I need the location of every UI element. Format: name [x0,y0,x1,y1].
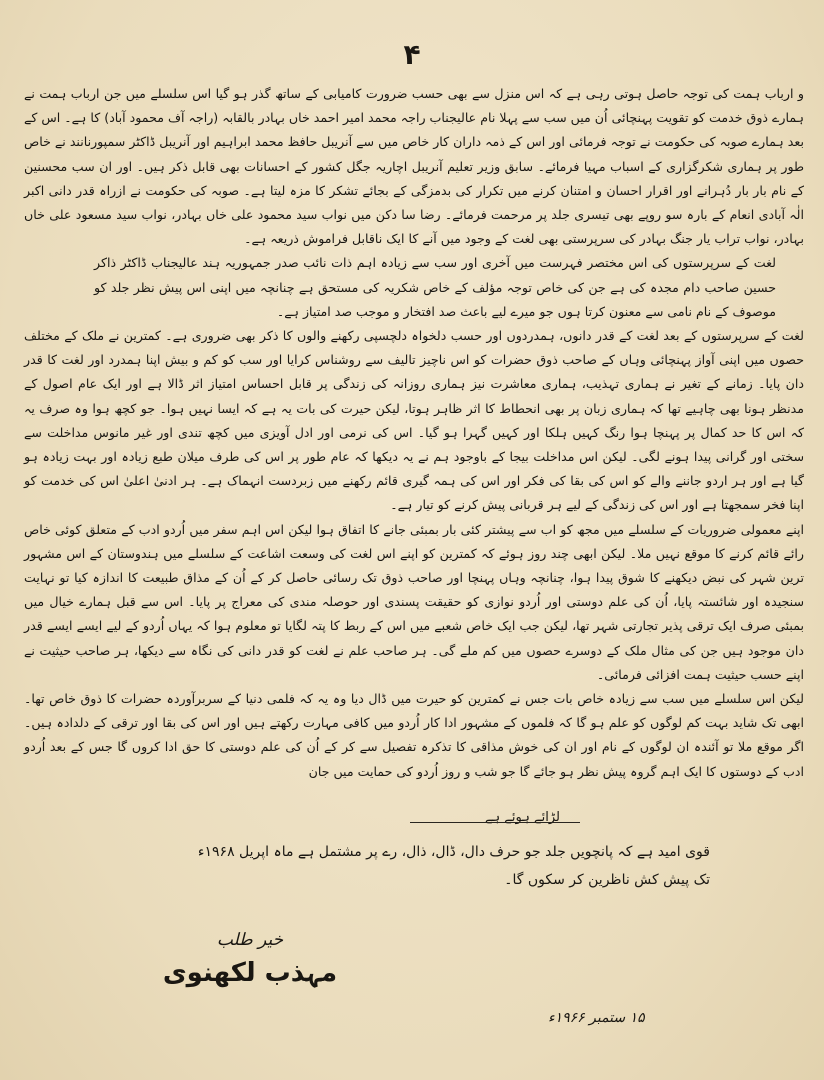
final-paragraph [150,838,710,894]
closing-rule [410,822,580,823]
date-text: ۱۵ ستمبر ۱۹۶۶ء [548,1010,645,1026]
page-number: ۴ [403,38,421,71]
paragraph-bombay: اپنے معمولی ضروریات کے سلسلے میں مجھ کو اب سے پیشتر کئی بار بمبئی جانے کا اتفاق ہوا لیکن اس اہم سفر میں اُردو ادب کے متعلق کوئی خاص رائے قائم کرنے کا موقع نہیں ملا۔ لیکن ابھی چند روز ہوئے کہ کمترین کو اپنے اس لغت کی وسعت اشاعت کے سلسلے میں ہندوستان کے اس مشہور ترین شہر کی نبض دیکھنے کا شوق پیدا ہوا، چنانچہ وہاں پہنچا اور صاحب ذوق تک رسائی حاصل کر کے اُن کے مذاق طبیعت کا اندازہ کیا تو نہایت سنجیدہ اور شائستہ پایا، اُن کی علم دوستی اور اُردو نوازی کو حقیقت پسندی اور حوصلہ مندی کی معراج پر پایا۔ اس سے قبل ہمارے خیال میں بمبئی صرف ایک ترقی پذیر تجارتی شہر تھا، لیکن جب ایک خاص شعبے میں اس کے ربط کا پتہ لگایا تو معلوم ہوا کہ یہاں اُردو کے لیے ایسے ایسے قدر دان موجود ہیں جن کی مثال ملک کے دوسرے حصوں میں کم ملے گی۔ ہر صاحب علم نے لغت کو قدر دانی کی نگاہ سے دیکھا، ہر صاحب حیثیت نے اپنے حسب حیثیت ہمت افزائی فرمائی۔ [24,521,804,682]
paragraph-dedication: لغت کے سرپرستوں کی اس مختصر فہرست میں آخری اور سب سے زیادہ اہم ذات نائب صدر جمہوریہ ہند عالیجناب ڈاکٹر ذاکر حسین صاحب دام مجدہ کی ہے جن کی خاص توجہ مؤلف کے خاص شکریہ کی مستحق ہے چنانچہ میں اپنی اس پیش نظر جلد کو موصوف کے نام نامی سے معنون کرتا ہوں جو میرے لیے باعث صد افتخار و موجب صد امتیاز ہے۔ [94,255,776,319]
body-text [24,82,804,784]
closing-phrase: لڑائے ہوئے ہے [484,810,560,825]
final-line: قوی امید ہے کہ پانچویں جلد جو حرف دال، ڈال، ذال، رے پر مشتمل ہے ماہ اپریل ۱۹۶۸ء [197,844,710,860]
paragraph-film-world: لیکن اس سلسلے میں سب سے زیادہ خاص بات جس نے کمترین کو حیرت میں ڈال دیا وہ یہ کہ فلمی دنیا کے سربرآوردہ حضرات کا ذوق خاص تھا۔ ابھی تک شاید بہت کم لوگوں کو علم ہو گا کہ فلموں کے مشہور ادا کار اُردو میں کافی مہارت رکھتے ہیں اور اس کی بقا اور ترقی کے دلدادہ ہیں۔ اگر موقع ملا تو آئندہ ان لوگوں کے نام اور ان کی خوش مذاقی کا تذکرہ تفصیل سے کر کے اُن کی علم دوستی کا حق ادا کروں گا جس کے بعد اُردو ادب کے دوستوں کا ایک اہم گروہ پیش نظر ہو جائے گا جو شب و روز اُردو کی حمایت میں جان [24,691,804,779]
author-signature: مہذب لکھنوی [162,958,338,988]
final-line: تک پیش کش ناظرین کر سکوں گا۔ [504,872,710,888]
paragraph-patrons: و ارباب ہمت کی توجہ حاصل ہوتی رہی ہے کہ اس منزل سے بھی حسب ضرورت کامیابی کے ساتھ گذر ہو گیا اس سلسلے میں جن ارباب ہمت نے ہمارے ذوق خدمت کو تقویت پہنچائی اُن میں سب سے پہلا نام عالیجناب راجہ محمد امیر احمد خاں بہادر بالقابہ (راجہ آف محمود آباد) کا ہے۔ اس کے بعد ہمارے صوبہ کی حکومت نے توجہ فرمائی اور اس کے ذمہ داران کار خاص میں سے آنریبل حافظ محمد ابراہیم اور آنریبل ڈاکٹر سمپورنانند نے خاص طور پر ہماری شکرگزاری کے اسباب مہیا فرمائے۔ سابق وزیر تعلیم آنریبل اچاریہ جگل کشور کے احسانات بھی قابل ذکر ہیں۔ اور ان سب محسنین کے نام بار بار دُہرانے اور اقرار احسان و امتنان کرنے میں تکرار کی بدمزگی کے بجائے تشکر کا مزہ لیتا ہے۔ صوبہ کی حکومت نے ازراہ قدر دانی اکبر الٰہ آبادی انعام کے بارہ سو روپے بھی تیسری جلد پر مرحمت فرمائے۔ رضا سا دکن میں نواب سید محمود علی خاں بہادر، نواب سید مسعود علی خاں بہادر، نواب تراب یار جنگ بہادر کی سرپرستی بھی لغت کے وجود میں آنے کا ایک ناقابل فراموش ذریعہ ہے۔ [24,86,804,247]
signoff-label: خیر طلب [216,930,284,950]
closing-row [0,808,824,832]
paragraph-admirers: لغت کے سرپرستوں کے بعد لغت کے قدر دانوں، ہمدردوں اور حسب دلخواہ دلچسپی رکھنے والوں کا ذکر بھی ضروری ہے۔ کمترین نے ملک کے مختلف حصوں میں اپنی آواز پہنچائی وہاں کے صاحب ذوق حضرات کو اس ناچیز تالیف سے روشناس کرایا اور سب کو کم و بیش اپنا ہمدرد اور لغت کا قدر دان پایا۔ زمانے کے تغیر نے ہماری تہذیب، ہماری معاشرت نیز ہماری روزانہ کی زندگی پر قابل احساس امتیاز اثر ڈالا ہے اور ایک عام اصول کے مدنظر ہونا بھی چاہیے تھا کہ ہماری زبان پر بھی انحطاط کا اثر ظاہر ہوتا، لیکن حیرت کی بات یہ ہے کہ ایسا نہیں ہوا۔ جو کچھ ہوا وہ صرف یہ کہ اس کا حد کمال پر پہنچا ہوا رنگ کہیں ہلکا اور کہیں گہرا ہو گیا۔ اس کی نرمی اور ادل آویزی میں کچھ تندی اور غیر مانوس مداخلت سے سختی اور گرانی پیدا ہونے لگی۔ لیکن اس مداخلت بیجا کے باوجود ہم نے یہ دیکھا کہ عام طور پر اس کی طرف میلان طبع زیادہ اور بہت زیادہ ہو گیا ہے اور ہر اردو جاننے والے کو اس کی بقا کی فکر اور اس کی ہمہ گیری قائم رکھنے میں زبردست انہماک ہے۔ ہر ادنیٰ اعلیٰ اس کی خدمت کو اپنا فخر سمجھتا ہے اور اس کی زندگی کے لیے ہر قربانی پیش کرنے کو تیار ہے۔ [24,328,804,513]
